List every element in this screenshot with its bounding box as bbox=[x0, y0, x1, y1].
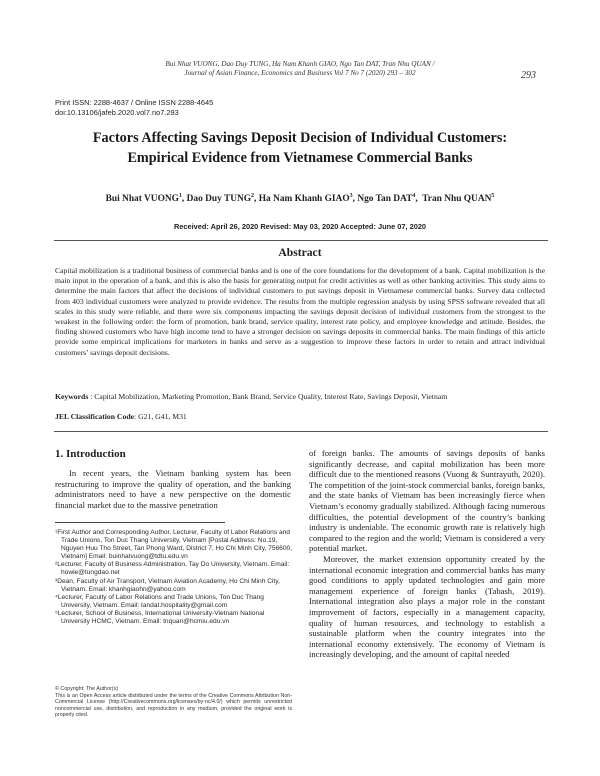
title-line2: Empirical Evidence from Vietnamese Commercial Banks bbox=[127, 150, 473, 166]
author-separator: , bbox=[181, 194, 187, 205]
author-name: Dao Duy TUNG bbox=[186, 194, 252, 205]
footnote-item: ³Dean, Faculty of Air Transport, Vietnam Aviation Academy, Ho Chi Minh City, Vietnam. Email: khanhgiaohn@yahoo.com bbox=[55, 577, 280, 593]
jel-text: : G21, G41, M31 bbox=[134, 412, 187, 421]
license-text: This is an Open Access article distributed under the terms of the Creative Commons Attribution Non-Commercial License (http://Creativecommons.org/licenses/by-nc/4.0/) which permits unrestricted noncommercial use, distribution, and reproduction in any medium, provided the original work is properly cited. bbox=[55, 692, 292, 719]
footnote-divider bbox=[55, 522, 225, 523]
author-affiliation-mark: 2 bbox=[251, 193, 255, 199]
issn-block bbox=[55, 98, 213, 118]
paragraph: In recent years, the Vietnam banking system has been restructuring to improve the quality of operation, and the banking administrators need to have a new perspective on the domestic financial market due to the massive penetration bbox=[55, 468, 291, 510]
divider-bottom bbox=[54, 431, 548, 432]
author-separator: , bbox=[254, 194, 259, 205]
keywords bbox=[55, 392, 545, 402]
author-name: Bui Nhat VUONG bbox=[105, 194, 179, 205]
keywords-label: Keywords bbox=[55, 392, 89, 401]
author-affiliation-mark: 1 bbox=[178, 193, 182, 199]
footnote-item: ⁵Lecturer, School of Business, International University-Vietnam National University HCMC, Vietnam. Email: tnquan@hcmiu.edu.vn bbox=[55, 609, 265, 626]
author-affiliation-mark: 5 bbox=[491, 193, 495, 199]
footnote-item: ⁴Lecturer, Faculty of Labor Relations and Trade Unions, Ton Duc Thang University, Vietnam. Email: tandat.hospitality@gmail.com bbox=[55, 593, 264, 609]
footnote-item: ²Lecturer, Faculty of Business Administration, Tay Do University, Vietnam. Email: howie@tungdao.net bbox=[55, 561, 290, 577]
author-name: Ngo Tan DAT bbox=[357, 194, 413, 205]
section-heading-introduction: 1. Introduction bbox=[55, 448, 126, 460]
footnotes bbox=[55, 529, 292, 626]
paragraph: Moreover, the market extension opportunity created by the international economic integration and commercial banks has many good conditions to apply updated technologies and gain more management experience of foreign banks (Tabash, 2019). International integration also plays a major role in the constant improvement of factors, especially in a management capacity, quality of human resources, and technology to establish a sustainable platform when the country integrates into the international economy extensively. The economy of Vietnam is increasingly developing, and the amount of capital needed bbox=[309, 553, 545, 660]
jel-label: JEL Classification Code bbox=[55, 412, 135, 421]
paper-title bbox=[40, 128, 560, 168]
submission-dates: Received: April 26, 2020 Revised: May 03, 2020 Accepted: June 07, 2020 bbox=[173, 222, 427, 231]
running-head-line1: Bui Nhat VUONG, Dao Duy TUNG, Ha Nam Khanh GIAO, Ngo Tan DAT, Tran Nhu QUAN / bbox=[165, 60, 435, 68]
author-separator: , bbox=[415, 194, 423, 205]
doi-line[interactable]: doi:10.13106/jafeb.2020.vol7.no7.293 bbox=[55, 108, 179, 117]
divider-top bbox=[54, 240, 548, 241]
running-head bbox=[0, 60, 600, 78]
author-affiliation-mark: 3 bbox=[349, 193, 353, 199]
title-line1: Factors Affecting Savings Deposit Decision of Individual Customers: bbox=[92, 130, 508, 146]
footnote-item: ¹First Author and Corresponding Author. Lecturer, Faculty of Labor Relations and Trade Unions, Ton Duc Thang University, Vietnam [Postal Address: No.19, Nguyen Huu Tho Street, Tan Phong Ward, District 7, Ho Chi Minh City, 756600, Vietnam] Email: buinhatvuong@tdtu.edu.vn bbox=[55, 529, 293, 561]
column-left bbox=[55, 468, 291, 510]
running-head-line2: Journal of Asian Finance, Economics and Business Vol 7 No 7 (2020) 293 – 302 bbox=[184, 69, 416, 77]
abstract-text: Capital mobilization is a traditional business of commercial banks and is one of the core foundations for the development of a bank. Capital mobilization is the main input in the operation of a bank, and this is also the basis for generating output for credit activities as well as other banking activities. This study aims to determine the main factors that affect the decisions of individual customers to put savings deposit in Vietnamese commercial banks. Survey data collected from 403 individual customers were analyzed to provide evidence. The results from the multiple regression analysis by using SPSS software revealed that all scales in this study were reliable, and there were six components impacting the savings deposit decision of individual customers from the strongest to the weakest in the following order: the form of promotion, bank brand, service quality, interest rate policy, and employee knowledge and attitude. Besides, the finding showed customers who have high income tend to have a stronger decision on savings deposits in commercial banks. The main findings of this article provide some empirical implications for marketers in banks and serve as a suggestion to improve these factors in order to retain and attract individual customers’ savings deposit decisions. bbox=[55, 266, 545, 357]
abstract-heading: Abstract bbox=[278, 246, 322, 259]
author-list bbox=[40, 193, 560, 204]
issn-line: Print ISSN: 2288-4637 / Online ISSN 2288-4645 bbox=[55, 98, 214, 107]
paragraph: of foreign banks. The amounts of savings deposits of banks significantly decrease, and capital mobilization has been more difficult due to the mentioned reasons (Vuong & Suntrayuth, 2020). The competition of the joint-stock commercial banks, foreign banks, and the state banks of Vietnam has been increasingly fierce when Vietnam’s economy gradually stabilized. Although facing numerous difficulties, the potential development of the country’s banking industry is undeniable. The economic growth rate is relatively high compared to the region and the world; Vietnam is considered a very potential market. bbox=[309, 448, 545, 554]
copyright-notice bbox=[55, 686, 292, 719]
author-affiliation-mark: 4 bbox=[412, 193, 416, 199]
page-number: 293 bbox=[521, 70, 536, 81]
column-right bbox=[309, 448, 545, 660]
author-name: Tran Nhu QUAN bbox=[422, 194, 492, 205]
author-separator: , bbox=[352, 194, 358, 205]
copyright-line: © Copyright: The Author(s) bbox=[55, 686, 118, 692]
keywords-text: : Capital Mobilization, Marketing Promotion, Bank Brand, Service Quality, Interest Rate, Savings Deposit, Vietnam bbox=[88, 392, 448, 401]
jel-codes bbox=[55, 412, 545, 422]
author-name: Ha Nam Khanh GIAO bbox=[258, 194, 350, 205]
